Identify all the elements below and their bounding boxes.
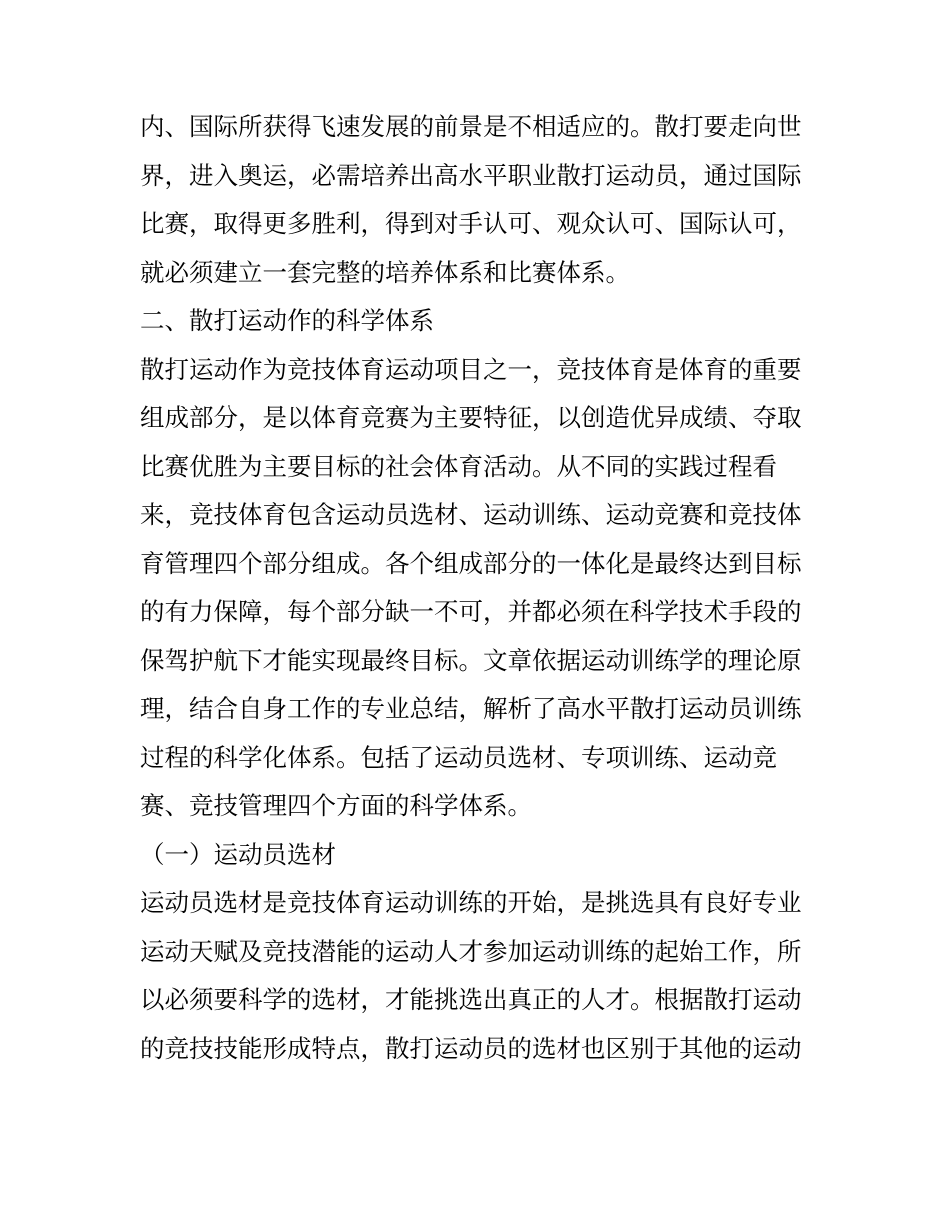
text-line: 比赛，取得更多胜利，得到对手认可、观众认可、国际认可， [140,209,802,238]
text-line: 内、国际所获得飞速发展的前景是不相适应的。散打要走向世 [140,112,802,141]
body-text [140,103,815,1073]
text-line: 过程的科学化体系。包括了运动员选材、专项训练、运动竞 [140,742,777,772]
text-line: 保驾护航下才能实现最终目标。文章依据运动训练学的理论原 [140,645,802,675]
text-line: 以必须要科学的选材，才能挑选出真正的人才。根据散打运动 [140,985,802,1014]
text-line: 来，竞技体育包含运动员选材、运动训练、运动竞赛和竞技体 [140,500,802,529]
text-line: 运动员选材是竞技体育运动训练的开始，是挑选具有良好专业 [140,888,802,917]
text-line: 组成部分，是以体育竞赛为主要特征，以创造优异成绩、夺取 [140,403,802,432]
text-line: 就必须建立一套完整的培养体系和比赛体系。 [140,257,630,287]
text-line: 的有力保障，每个部分缺一不可，并都必须在科学技术手段的 [140,597,802,626]
text-line: 赛、竞技管理四个方面的科学体系。 [140,791,532,820]
text-line: 理，结合自身工作的专业总结，解析了高水平散打运动员训练 [140,694,802,723]
text-line: 的竞技技能形成特点，散打运动员的选材也区别于其他的运动 [140,1033,802,1063]
subsection-heading: （一）运动员选材 [140,839,336,869]
text-line: 散打运动作为竞技体育运动项目之一，竞技体育是体育的重要 [140,354,802,384]
text-line: 育管理四个部分组成。各个组成部分的一体化是最终达到目标 [140,548,802,578]
text-line: 运动天赋及竞技潜能的运动人才参加运动训练的起始工作，所 [140,936,802,966]
text-line: 界，进入奥运，必需培养出高水平职业散打运动员，通过国际 [140,160,802,190]
section-heading: 二、散打运动作的科学体系 [140,306,434,335]
text-line: 比赛优胜为主要目标的社会体育活动。从不同的实践过程看 [140,451,777,481]
